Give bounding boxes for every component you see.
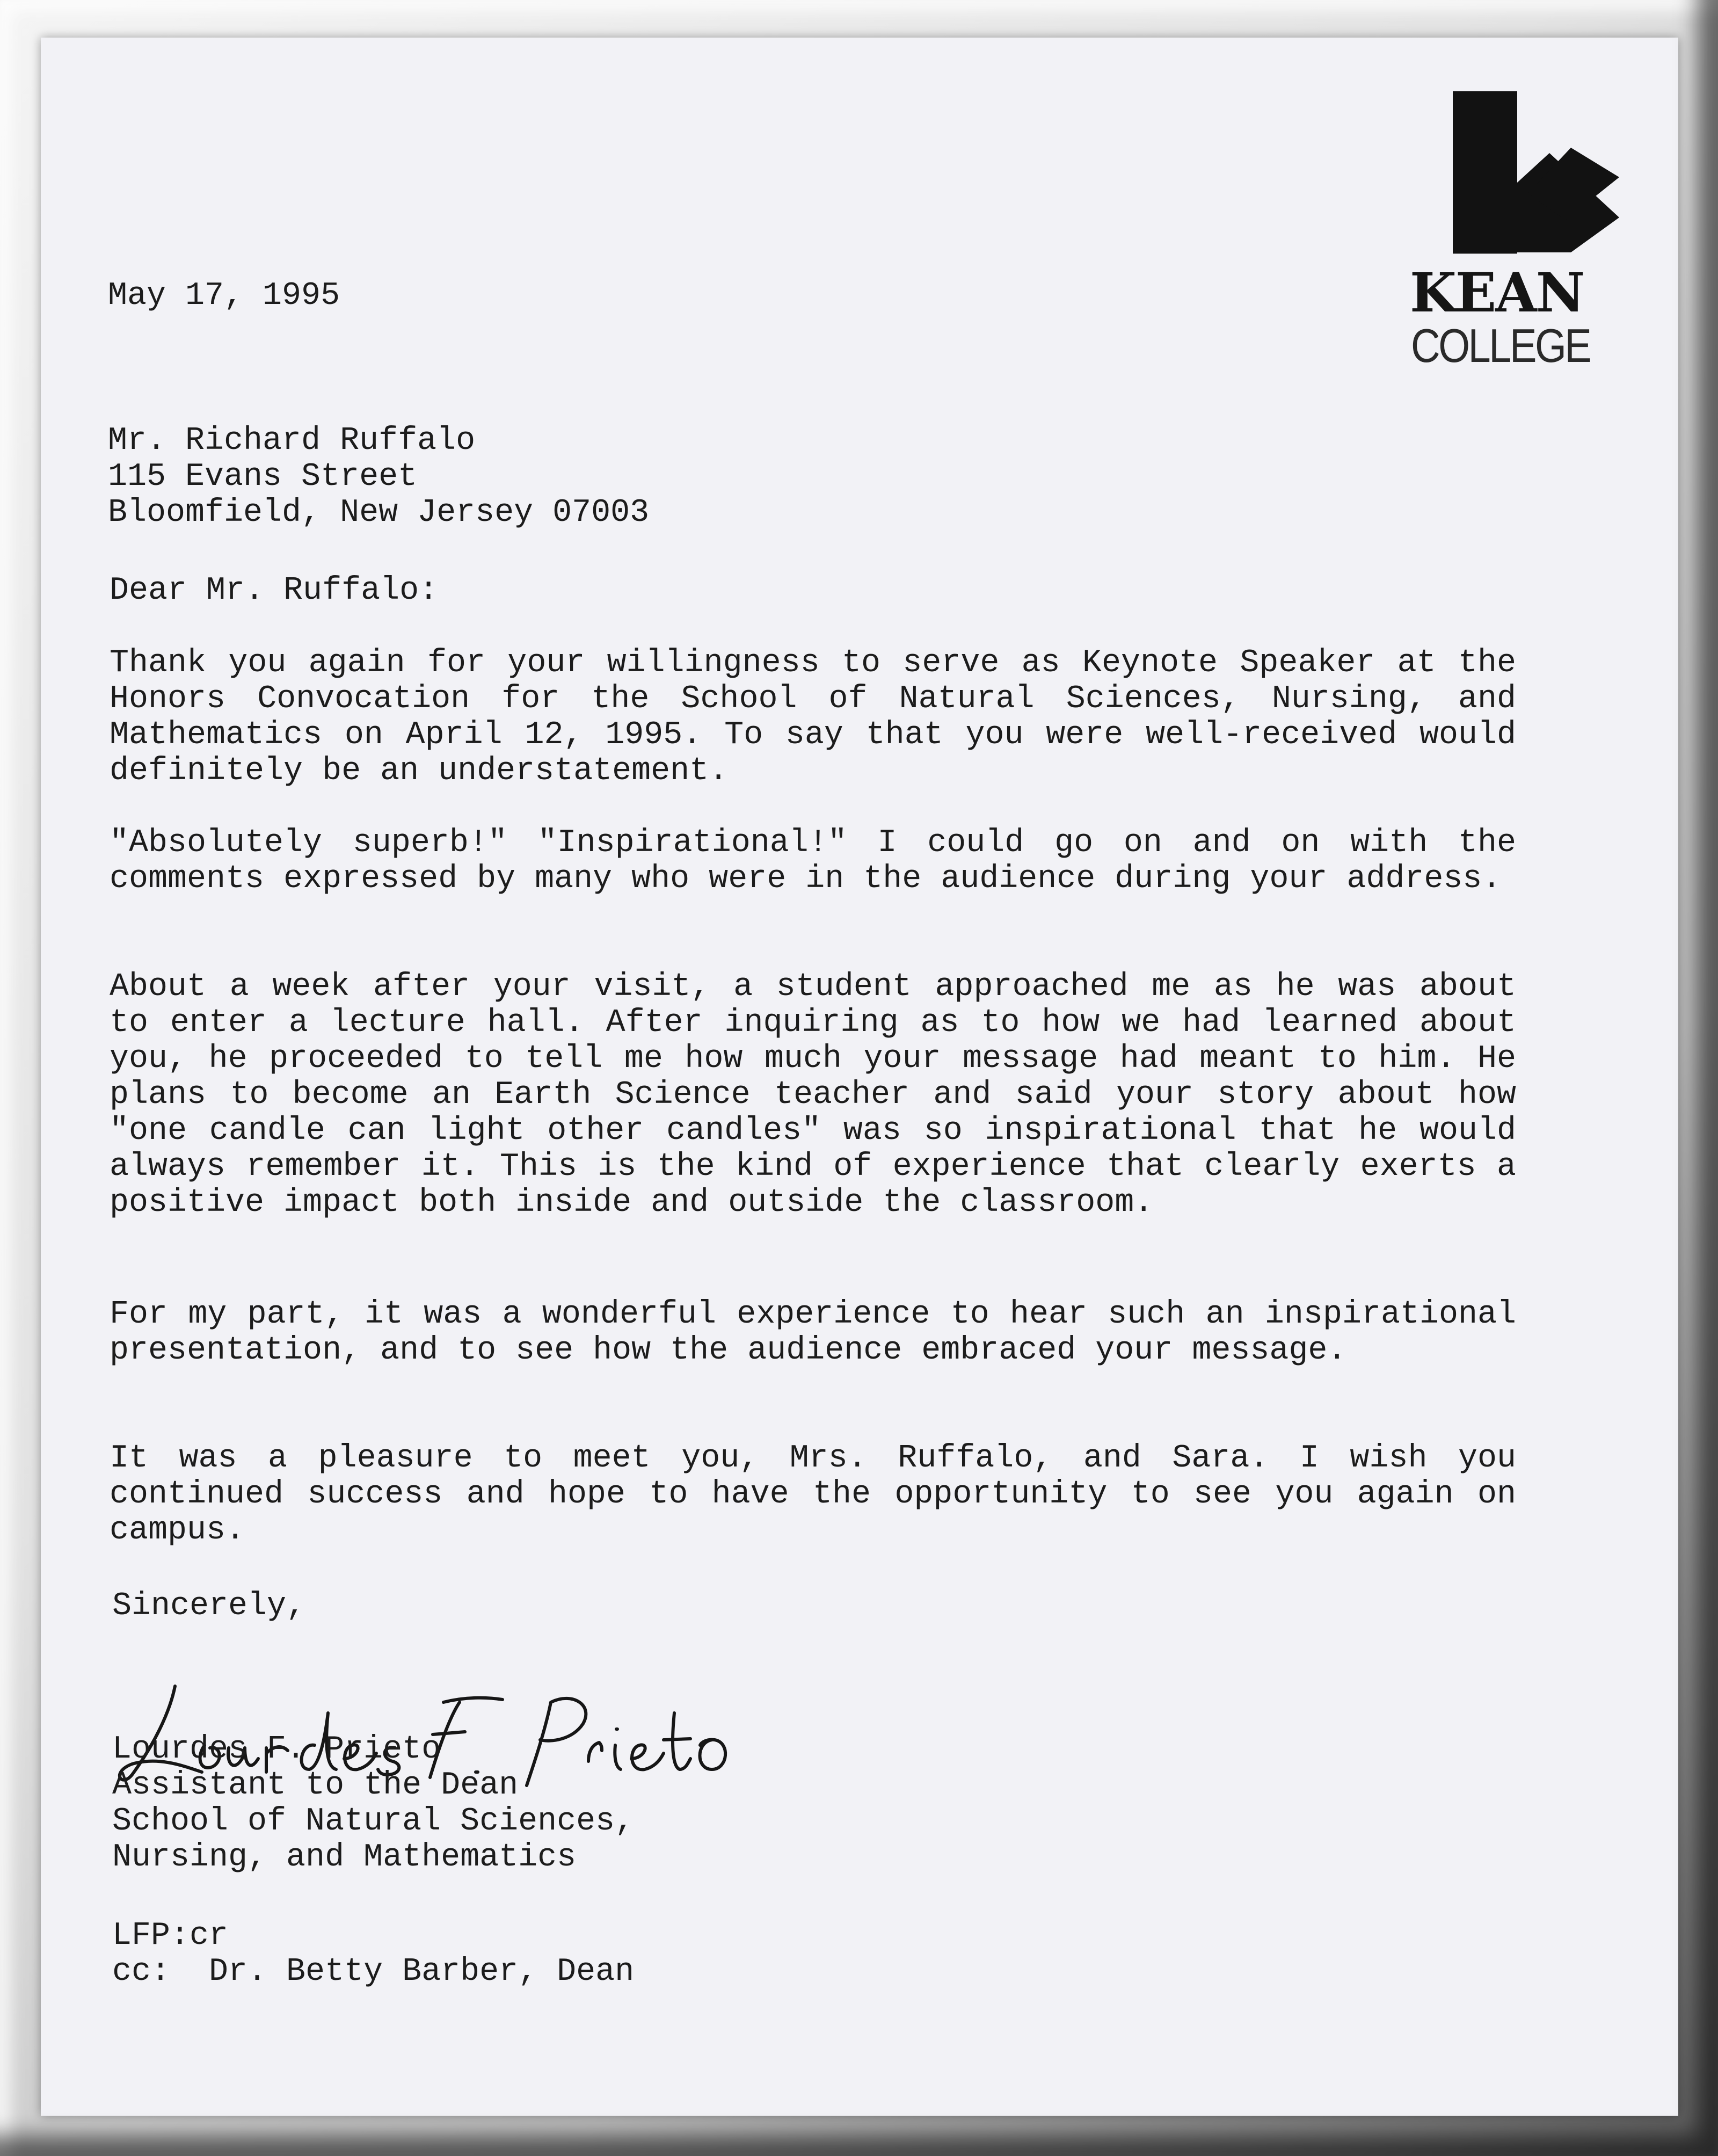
- signer-name: Lourdes F. Prieto: [112, 1731, 441, 1768]
- body-paragraph-3: About a week after your visit, a student approached me as he was about to enter a lecture hall. After inquiring as to how we had learned about you, he proceeded to tell me how much your message had meant to him. He plans to become an Earth Science teacher and said your story about how "one candle can light other candles" was so inspirational that he would always remember it. This is the kind of experience that clearly exerts a positive impact both inside and outside the classroom.: [110, 969, 1516, 1221]
- logo-name-text: KEAN: [1410, 261, 1584, 324]
- closing: Sincerely,: [112, 1588, 306, 1624]
- recipient-street: 115 Evans Street: [108, 459, 418, 495]
- body-paragraph-5: It was a pleasure to meet you, Mrs. Ruffalo, and Sara. I wish you continued success and hope to have the opportunity to see you again on campus.: [110, 1440, 1516, 1549]
- cc-line: cc: Dr. Betty Barber, Dean: [112, 1954, 635, 1990]
- k-mark-icon: [1410, 91, 1646, 268]
- recipient-city: Bloomfield, New Jersey 07003: [108, 495, 650, 531]
- signer-dept-line2: Nursing, and Mathematics: [112, 1839, 577, 1876]
- reference-initials: LFP:cr: [112, 1918, 229, 1954]
- letter-date: May 17, 1995: [108, 278, 340, 314]
- body-paragraph-4: For my part, it was a wonderful experience to hear such an inspirational presentation, and to see how the audience embraced your message.: [110, 1296, 1516, 1369]
- recipient-name: Mr. Richard Ruffalo: [108, 423, 476, 459]
- letter-page: [41, 38, 1678, 2116]
- signer-dept-line1: School of Natural Sciences,: [112, 1803, 635, 1840]
- body-paragraph-2: "Absolutely superb!" "Inspirational!" I could go on and on with the comments expressed by many who were in the audience during your address.: [110, 825, 1516, 897]
- signer-title: Assistant to the Dean: [112, 1767, 519, 1804]
- body-paragraph-1: Thank you again for your willingness to serve as Keynote Speaker at the Honors Convocation for the School of Natural Sciences, Nursing, and Mathematics on April 12, 1995. To say that you were well-received would definitely be an understatement.: [110, 645, 1516, 789]
- logo-sub-text: COLLEGE: [1411, 319, 1590, 372]
- salutation: Dear Mr. Ruffalo:: [110, 572, 439, 609]
